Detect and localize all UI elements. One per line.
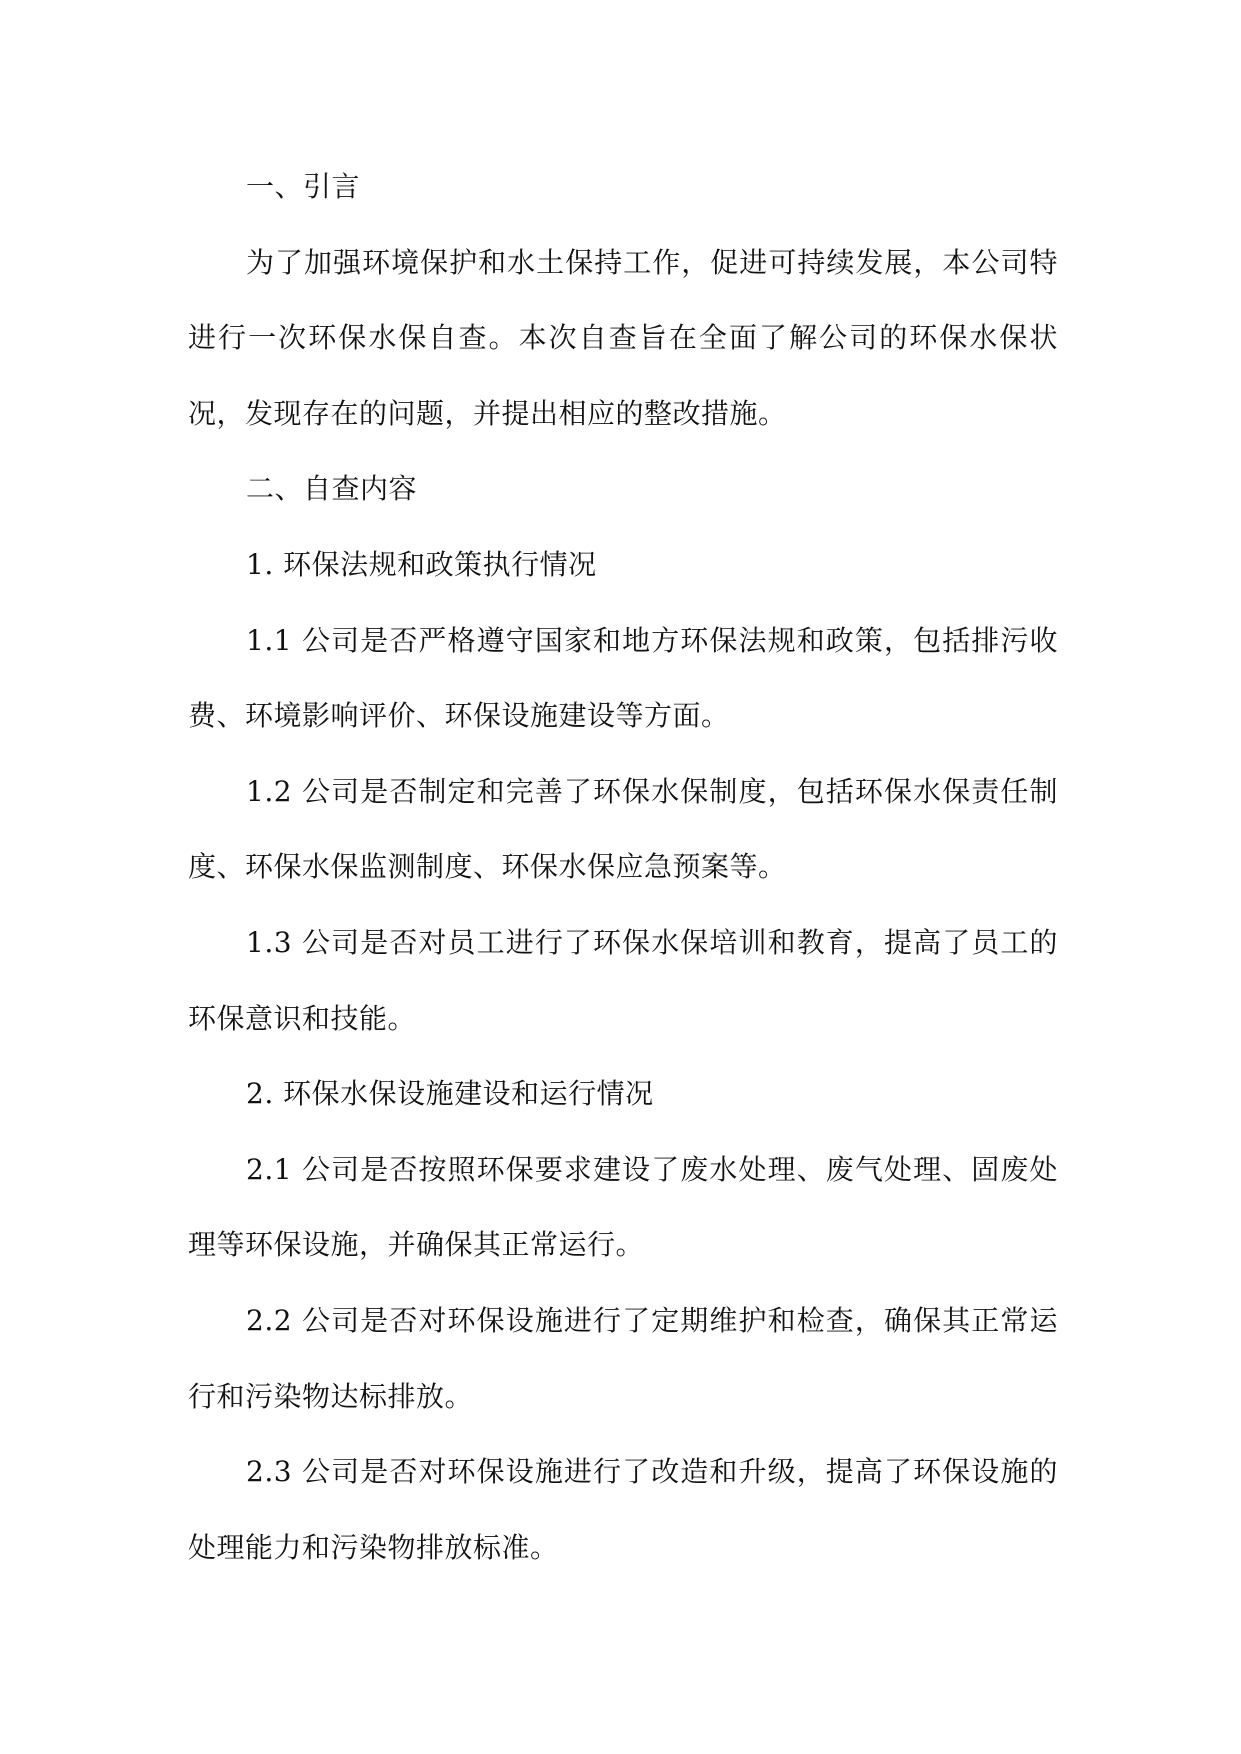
item-1-1: 1.1 公司是否严格遵守国家和地方环保法规和政策，包括排污收费、环境影响评价、环保设施建设等方面。 [188, 623, 1058, 733]
heading-self-check-content: 二、自查内容 [246, 472, 418, 506]
item-2-3: 2.3 公司是否对环保设施进行了改造和升级，提高了环保设施的处理能力和污染物排放标准。 [188, 1455, 1058, 1564]
item-1-3: 1.3 公司是否对员工进行了环保水保培训和教育，提高了员工的环保意识和技能。 [188, 925, 1058, 1035]
document-body [188, 149, 1058, 1585]
item-1-2: 1.2 公司是否制定和完善了环保水保制度，包括环保水保责任制度、环保水保监测制度、环保水保应急预案等。 [188, 774, 1058, 884]
item-2-2: 2.2 公司是否对环保设施进行了定期维护和检查，确保其正常运行和污染物达标排放。 [188, 1303, 1058, 1413]
paragraph-introduction: 为了加强环境保护和水土保持工作，促进可持续发展，本公司特进行一次环保水保自查。本次自查旨在全面了解公司的环保水保状况，发现存在的问题，并提出相应的整改措施。 [188, 245, 1058, 430]
item-2-1: 2.1 公司是否按照环保要求建设了废水处理、废气处理、固废处理等环保设施，并确保其正常运行。 [188, 1152, 1058, 1262]
heading-introduction: 一、引言 [246, 170, 361, 203]
subheading-facilities: 2. 环保水保设施建设和运行情况 [246, 1077, 654, 1111]
subheading-regulations: 1. 环保法规和政策执行情况 [246, 547, 597, 581]
